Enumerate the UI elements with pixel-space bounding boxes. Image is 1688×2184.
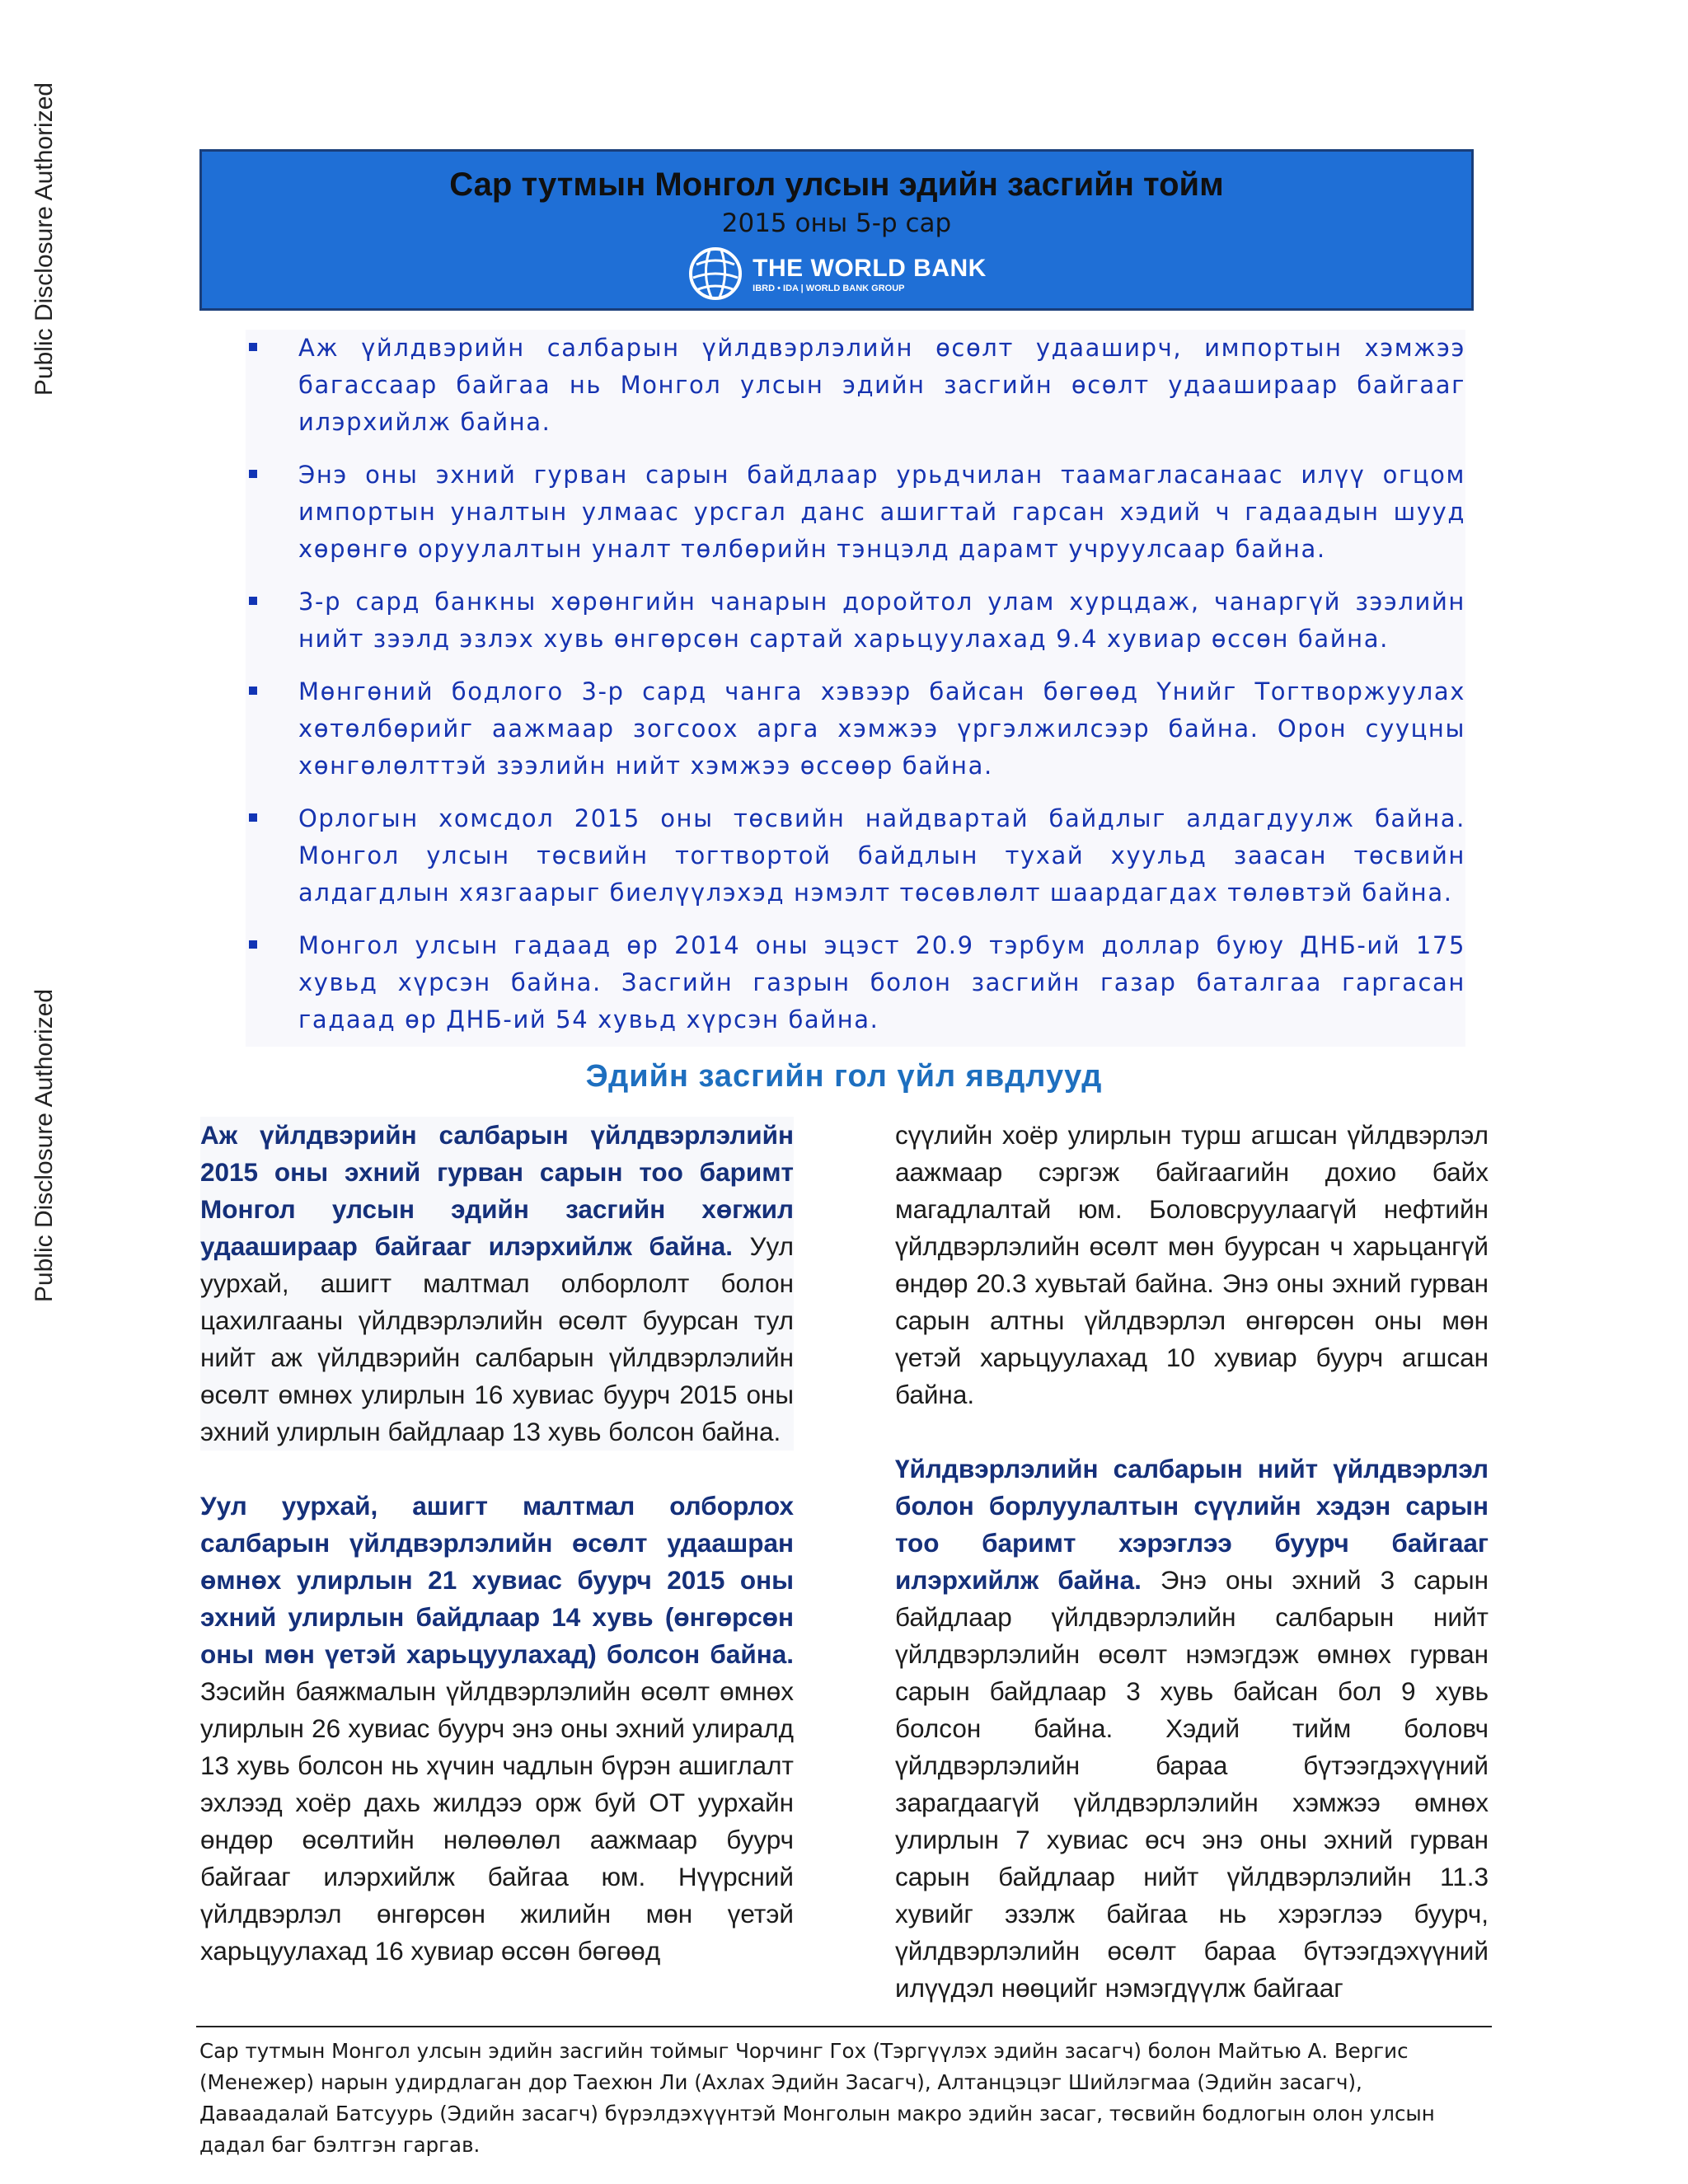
logo-tagline: IBRD • IDA | WORLD BANK GROUP [753, 283, 905, 293]
highlight-item [246, 583, 1465, 658]
logo-name: THE WORLD BANK [753, 254, 987, 282]
right-column [895, 1117, 1489, 2044]
public-disclosure-label-top: Public Disclosure Authorized [30, 82, 58, 396]
highlight-text: Аж үйлдвэрийн салбарын үйлдвэрлэлийн өсөлт удааширч, импортын хэмжээ багассаар байгаа нь Монгол улсын эдийн засгийн өсөлт удаашираар байгааг илэрхийлж байна. [298, 334, 1465, 436]
highlights-list [246, 330, 1465, 1047]
highlight-text: Орлогын хомсдол 2015 оны төсвийн найдвартай байдлыг алдагдуулж байна. Монгол улсын төсвийн тогтвортой байдлын тухай хуульд заасан төсвийн алдагдлын хязгаарыг биелүүлэхэд нэмэлт төсөвлөлт шаардагдах төлөвтэй байна. [298, 804, 1465, 907]
bullet-square-icon [249, 813, 257, 822]
highlight-text: 3-р сард банкны хөрөнгийн чанарын доройтол улам хурцдаж, чанаргүй зээлийн нийт зээлд эзлэх хувь өнгөрсөн сартай харьцуулахад 9.4 хувиар өссөн байна. [298, 588, 1465, 653]
globe-icon [687, 245, 744, 302]
header-banner [199, 149, 1474, 311]
page-subtitle: 2015 оны 5-р сар [721, 209, 952, 238]
paragraph-body: сүүлийн хоёр улирлын турш агшсан үйлдвэрлэл аажмаар сэргэж байгаагийн дохио байх магадлалтай юм. Боловсруулаагүй нефтийн үйлдвэрлэлийн өсөлт мөн буурсан ч харьцангүй өндөр 20.3 хувьтай байна. Энэ оны эхний гурван сарын алтны үйлдвэрлэл өнгөрсөн оны мөн үетэй харьцуулахад 10 хувиар буурч агшсан байна. [895, 1120, 1489, 1409]
highlight-item [246, 673, 1465, 785]
highlight-item [246, 330, 1465, 441]
highlight-item [246, 800, 1465, 912]
paragraph-body: Энэ оны эхний 3 сарын байдлаар үйлдвэрлэлийн салбарын нийт үйлдвэрлэлийн өсөлт нэмэгдэж өмнөх гурван сарын байдлаар 3 хувь байсан бол 9 хувь болсон байна. Хэдий тийм боловч үйлдвэрлэлийн бараа бүтээгдэхүүний зарагдаагүй үйлдвэрлэлийн хэмжээ өмнөх улирлын 7 хувиас өсч энэ оны эхний гурван сарын байдлаар нийт үйлдвэрлэлийн 11.3 хувийг эзэлж байгаа нь хэрэглээ буурч, үйлдвэрлэлийн өсөлт бараа бүтээгдэхүүний илүүдэл нөөцийг нэмэгдүүлж байгааг [895, 1565, 1489, 2003]
world-bank-logo [202, 245, 1471, 302]
paragraph [200, 1488, 794, 1970]
highlight-text: Мөнгөний бодлого 3-р сард чанга хэвээр байсан бөгөөд Үнийг Тогтворжуулах хөтөлбөрийг аажмаар зогсоох арга хэмжээ үргэлжилсээр байна. Орон сууцны хөнгөлөлттэй зээлийн нийт хэмжээ өссөөр байна. [298, 677, 1465, 780]
bullet-square-icon [249, 940, 257, 949]
page-title: Сар тутмын Монгол улсын эдийн засгийн тойм [449, 166, 1224, 203]
public-disclosure-label-middle: Public Disclosure Authorized [30, 988, 58, 1303]
paragraph-lead: Уул уурхай, ашигт малтмал олборлох салбарын үйлдвэрлэлийн өсөлт удаашран өмнөх улирлын 21 хувиас буурч 2015 оны эхний улирлын байдлаар 14 хувь (өнгөрсөн оны мөн үетэй харьцуулахад) болсон байна. [200, 1491, 794, 1669]
footer-credits: Сар тутмын Монгол улсын эдийн засгийн тоймыг Чорчинг Гох (Тэргүүлэх эдийн засагч) болон Майтью А. Вергис (Менежер) нарын удирдлаган дор Таехюн Ли (Ахлах Эдийн Засагч), Алтанцэцэг Шийлэгмаа (Эдийн засагч), Даваадалай Батсуурь (Эдийн засагч) бүрэлдэхүүнтэй Монголын макро эдийн засаг, төсвийн бодлогын олон улсын дадал баг бэлтгэн гаргав. [199, 2039, 1435, 2157]
highlight-text: Энэ оны эхний гурван сарын байдлаар урьдчилан таамагласанаас илүү огцом импортын уналтын улмаас урсгал данс ашигтай гарсан хэдий ч гадаадын шууд хөрөнгө оруулалтын уналт төлбөрийн тэнцэлд дарамт учруулсаар байна. [298, 461, 1465, 563]
highlight-item [246, 457, 1465, 568]
paragraph-lead: Аж үйлдвэрийн салбарын үйлдвэрлэлийн 2015 оны эхний гурван сарын тоо баримт Монгол улсын эдийн засгийн хөгжил удаашираар байгааг илэрхийлж байна. [200, 1120, 794, 1261]
footer-divider [196, 2026, 1492, 2027]
paragraph [895, 1117, 1489, 1413]
paragraph-body: Зэсийн баяжмалын үйлдвэрлэлийн өсөлт өмнөх улирлын 26 хувиас буурч энэ оны эхний улиралд 13 хувь болсон нь хүчин чадлын бүрэн ашиглалт эхлээд хоёр дахь жилдээ орж буй ОТ уурхайн өндөр өсөлтийн нөлөөлөл аажмаар буурч байгааг илэрхийлж байгаа юм. Нүүрсний үйлдвэрлэл өнгөрсөн жилийн мөн үетэй харьцуулахад 16 хувиар өссөн бөгөөд [200, 1676, 794, 1966]
highlight-text: Монгол улсын гадаад өр 2014 оны эцэст 20.9 тэрбум доллар буюу ДНБ-ий 175 хувьд хүрсэн байна. Засгийн газрын болон засгийн газар баталгаа гаргасан гадаад өр ДНБ-ий 54 хувьд хүрсэн байна. [298, 931, 1465, 1033]
section-heading: Эдийн засгийн гол үйл явдлууд [585, 1059, 1103, 1094]
left-column [200, 1117, 794, 2007]
bullet-square-icon [249, 470, 257, 478]
bullet-square-icon [249, 687, 257, 695]
bullet-square-icon [249, 343, 257, 351]
paragraph [895, 1451, 1489, 2007]
highlight-item [246, 927, 1465, 1038]
paragraph-body: Уул уурхай, ашигт малтмал олборлолт болон цахилгааны үйлдвэрлэлийн өсөлт буурсан тул нийт аж үйлдвэрийн салбарын үйлдвэрлэлийн өсөлт өмнөх улирлын 16 хувиас буурч 2015 оны эхний улирлын байдлаар 13 хувь болсон байна. [200, 1231, 794, 1446]
bullet-square-icon [249, 597, 257, 605]
paragraph-lead: Үйлдвэрлэлийн салбарын нийт үйлдвэрлэл болон борлуулалтын сүүлийн хэдэн сарын тоо баримт хэрэглээ буурч байгааг илэрхийлж байна. [895, 1454, 1489, 1595]
paragraph [200, 1117, 794, 1451]
